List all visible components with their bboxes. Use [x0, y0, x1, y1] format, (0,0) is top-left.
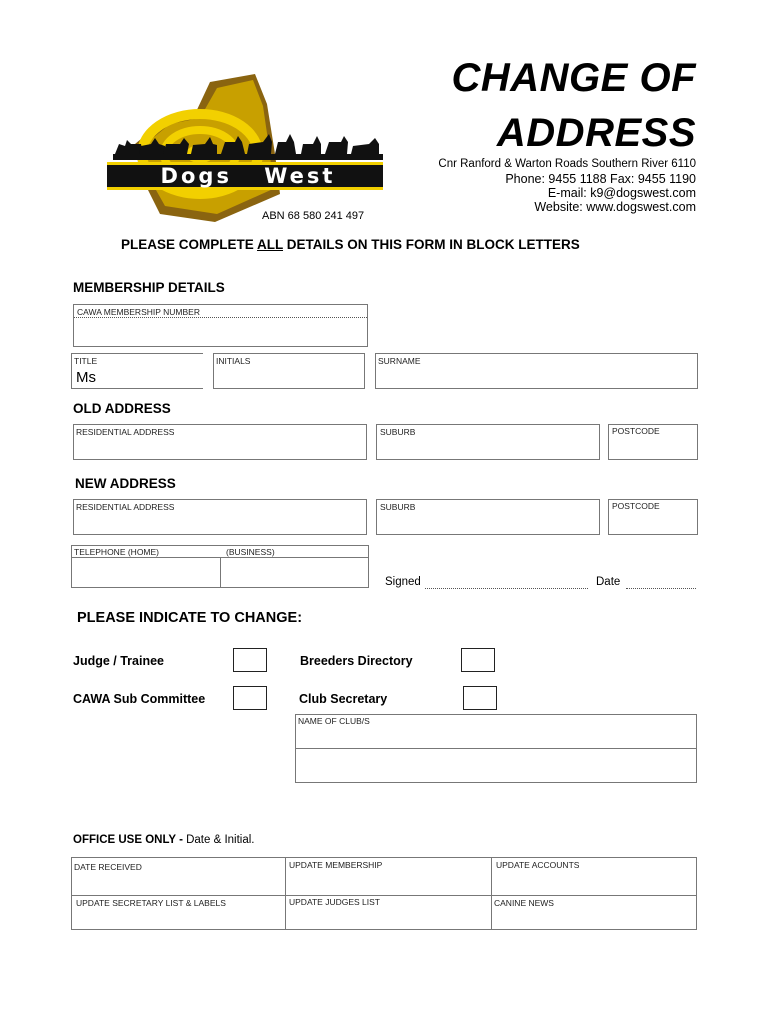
old-address-heading: OLD ADDRESS	[73, 401, 171, 416]
surname-label: SURNAME	[378, 356, 421, 366]
breeders-directory-checkbox[interactable]	[461, 648, 495, 672]
office-heading-bold: OFFICE USE ONLY -	[73, 834, 187, 846]
new-residential-label: RESIDENTIAL ADDRESS	[76, 502, 175, 512]
club-names-field[interactable]	[295, 714, 697, 783]
cawa-sub-committee-checkbox[interactable]	[233, 686, 267, 710]
instruction-underlined: ALL	[257, 237, 284, 252]
office-heading	[73, 834, 255, 846]
old-residential-label: RESIDENTIAL ADDRESS	[76, 427, 175, 437]
judge-trainee-label: Judge / Trainee	[73, 654, 165, 668]
new-suburb-label: SUBURB	[380, 502, 416, 512]
old-residential-field[interactable]	[73, 424, 367, 460]
membership-number-label: CAWA MEMBERSHIP NUMBER	[77, 307, 200, 317]
org-email: E-mail: k9@dogswest.com	[547, 186, 696, 200]
office-heading-rest: Date & Initial.	[186, 834, 255, 846]
membership-number-field[interactable]	[73, 304, 368, 347]
old-postcode-field[interactable]	[608, 424, 698, 460]
logo-graphic	[105, 74, 395, 224]
telephone-business-input[interactable]	[221, 558, 369, 588]
update-accounts-label: UPDATE ACCOUNTS	[496, 860, 580, 870]
telephone-home-label: TELEPHONE (HOME)	[74, 547, 160, 557]
new-address-heading: NEW ADDRESS	[75, 476, 176, 491]
old-suburb-label: SUBURB	[380, 427, 416, 437]
new-residential-field[interactable]	[73, 499, 367, 535]
membership-heading: MEMBERSHIP DETAILS	[73, 280, 225, 295]
club-secretary-checkbox[interactable]	[463, 686, 497, 710]
telephone-table	[71, 545, 369, 588]
cawa-sub-committee-label: CAWA Sub Committee	[73, 692, 206, 706]
signed-line[interactable]	[425, 588, 588, 589]
date-label: Date	[596, 576, 621, 588]
old-postcode-label: POSTCODE	[612, 426, 660, 436]
judge-trainee-checkbox[interactable]	[233, 648, 267, 672]
telephone-home-input[interactable]	[72, 558, 220, 588]
title-field[interactable]	[71, 353, 203, 389]
canine-news-label: CANINE NEWS	[494, 898, 554, 908]
initials-field[interactable]	[213, 353, 365, 389]
instruction	[121, 237, 580, 252]
update-membership-label: UPDATE MEMBERSHIP	[289, 860, 383, 870]
instruction-after: DETAILS ON THIS FORM IN BLOCK LETTERS	[283, 237, 580, 252]
club-secretary-label: Club Secretary	[299, 692, 388, 706]
signed-label: Signed	[385, 576, 421, 588]
change-heading: PLEASE INDICATE TO CHANGE:	[77, 610, 303, 626]
date-received-label: DATE RECEIVED	[74, 862, 142, 872]
club-names-label: NAME OF CLUB/S	[298, 716, 370, 726]
date-line[interactable]	[626, 588, 696, 589]
org-phone: Phone: 9455 1188 Fax: 9455 1190	[505, 172, 696, 186]
org-website: Website: www.dogswest.com	[534, 200, 696, 214]
new-postcode-field[interactable]	[608, 499, 698, 535]
update-judges-label: UPDATE JUDGES LIST	[289, 897, 380, 907]
title-value: Ms	[76, 369, 96, 386]
new-suburb-field[interactable]	[376, 499, 600, 535]
abn: ABN 68 580 241 497	[262, 210, 365, 222]
new-postcode-label: POSTCODE	[612, 501, 660, 511]
logo-text: Dogs West	[160, 164, 336, 188]
surname-field[interactable]	[375, 353, 698, 389]
old-suburb-field[interactable]	[376, 424, 600, 460]
update-secretary-label: UPDATE SECRETARY LIST & LABELS	[76, 898, 226, 908]
telephone-business-label: (BUSINESS)	[226, 547, 275, 557]
title-label: TITLE	[74, 356, 98, 366]
dogs-west-logo	[105, 74, 395, 224]
initials-label: INITIALS	[216, 356, 251, 366]
title-line-2: ADDRESS	[496, 111, 696, 155]
title-line-1: CHANGE OF	[451, 56, 696, 100]
breeders-directory-label: Breeders Directory	[300, 654, 413, 668]
org-address: Cnr Ranford & Warton Roads Southern River 6110	[438, 158, 696, 170]
office-table	[71, 857, 697, 930]
instruction-before: PLEASE COMPLETE	[121, 237, 258, 252]
